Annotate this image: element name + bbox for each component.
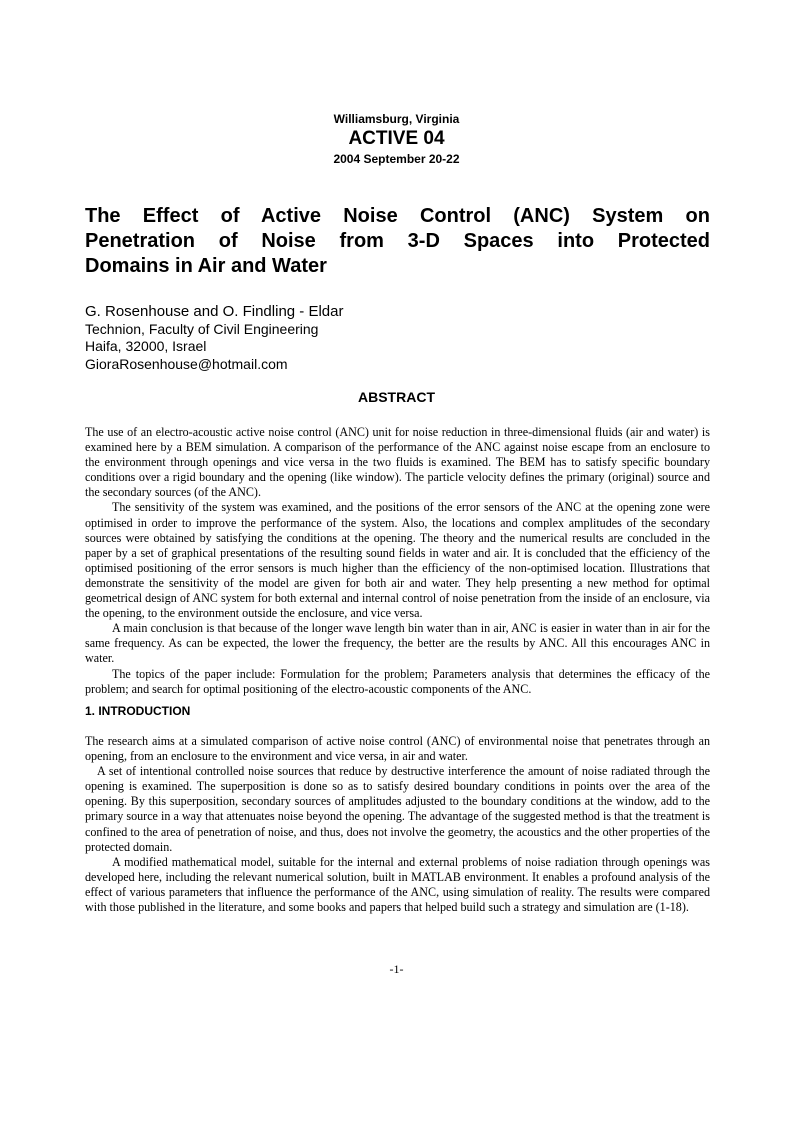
introduction-paragraph: A set of intentional controlled noise sources that reduce by destructive interference the amount of noise radiated through the opening is examined. The superposition is done so as to satisfy desired boundary conditions in points over the area of the opening. By this superposition, secondary sources of amplitudes adjusted to the boundary conditions at the window, add to the primary source in a way that attenuates noise beyond the opening. The advantage of the suggested method is that the treatment is confined to the area of penetration of noise, and thus, does not involve the geometry, the acoustics and the other properties of the protected domain.: [85, 764, 710, 854]
conference-name: ACTIVE 04: [348, 128, 445, 149]
abstract-paragraph: A main conclusion is that because of the longer wave length bin water than in air, ANC is easier in water than in air for the same frequency. As can be expected, the lower the frequency, the better are the results by ANC. All this encourages ANC in water.: [85, 621, 710, 666]
title-line: The Effect of Active Noise Control (ANC) System on: [85, 205, 710, 227]
abstract-body: [85, 425, 710, 697]
abstract-paragraph: The use of an electro-acoustic active noise control (ANC) unit for noise reduction in three-dimensional fluids (air and water) is examined here by a BEM simulation. A comparison of the performance of the ANC against noise escape from an enclosure to the environment through openings and vice versa in the two fluids is examined. The BEM has to satisfy specific boundary conditions over a rigid boundary and the opening (like window). The particle velocity defines the primary (original) source and the secondary sources (of the ANC).: [85, 425, 710, 500]
conference-date: 2004 September 20-22: [333, 152, 460, 166]
title-line: Domains in Air and Water: [85, 255, 327, 277]
conference-location: Williamsburg, Virginia: [333, 112, 460, 126]
abstract-paragraph: The topics of the paper include: Formulation for the problem; Parameters analysis that determines the efficacy of the problem; and search for optimal positioning of the electro-acoustic components of the ANC.: [85, 666, 710, 696]
author-affiliation: Technion, Faculty of Civil Engineering: [85, 320, 319, 337]
author-names: G. Rosenhouse and O. Findling - Eldar: [85, 303, 344, 320]
page-number: -1-: [389, 962, 404, 976]
abstract-paragraph: The sensitivity of the system was examined, and the positions of the error sensors of the ANC at the opening zone were optimised in order to improve the performance of the system. Also, the locations and complex amplitudes of the secondary sources were obtained by satisfying the conditions at the opening. The theory and the numerical results are concluded in the paper by a set of graphical presentations of the resulting sound fields in water and air. It is concluded that the efficiency of the optimised positioning of the error sensors is much higher than the efficiency of the non-optimised location. Illustrations that demonstrate the sensitivity of the model are given for both air and water. They help presenting a new method for optimal geometrical design of ANC system for both external and internal control of noise penetration from the inside of an enclosure, via the opening, to the environment outside the enclosure, and vice versa.: [85, 500, 710, 621]
title-line: Penetration of Noise from 3-D Spaces into Protected: [85, 230, 710, 252]
author-block: [85, 303, 343, 373]
introduction-heading: 1. INTRODUCTION: [85, 704, 191, 718]
introduction-body: [85, 734, 710, 915]
paper-title: [85, 204, 710, 279]
introduction-paragraph: The research aims at a simulated comparison of active noise control (ANC) of environmental noise that penetrates through an opening, from an enclosure to the environment and vice versa, in air and water.: [85, 734, 710, 764]
author-email: GioraRosenhouse@hotmail.com: [85, 355, 288, 372]
abstract-heading: ABSTRACT: [358, 389, 435, 405]
introduction-paragraph: A modified mathematical model, suitable for the internal and external problems of noise radiation through openings was developed here, including the relevant numerical solution, built in MATLAB environment. It enables a profound analysis of the effect of various parameters that influence the performance of the ANC, using simulation of reality. The results were compared with those published in the literature, and some books and papers that helped build such a strategy and simulation are (1-18).: [85, 854, 710, 915]
author-address: Haifa, 32000, Israel: [85, 338, 207, 354]
